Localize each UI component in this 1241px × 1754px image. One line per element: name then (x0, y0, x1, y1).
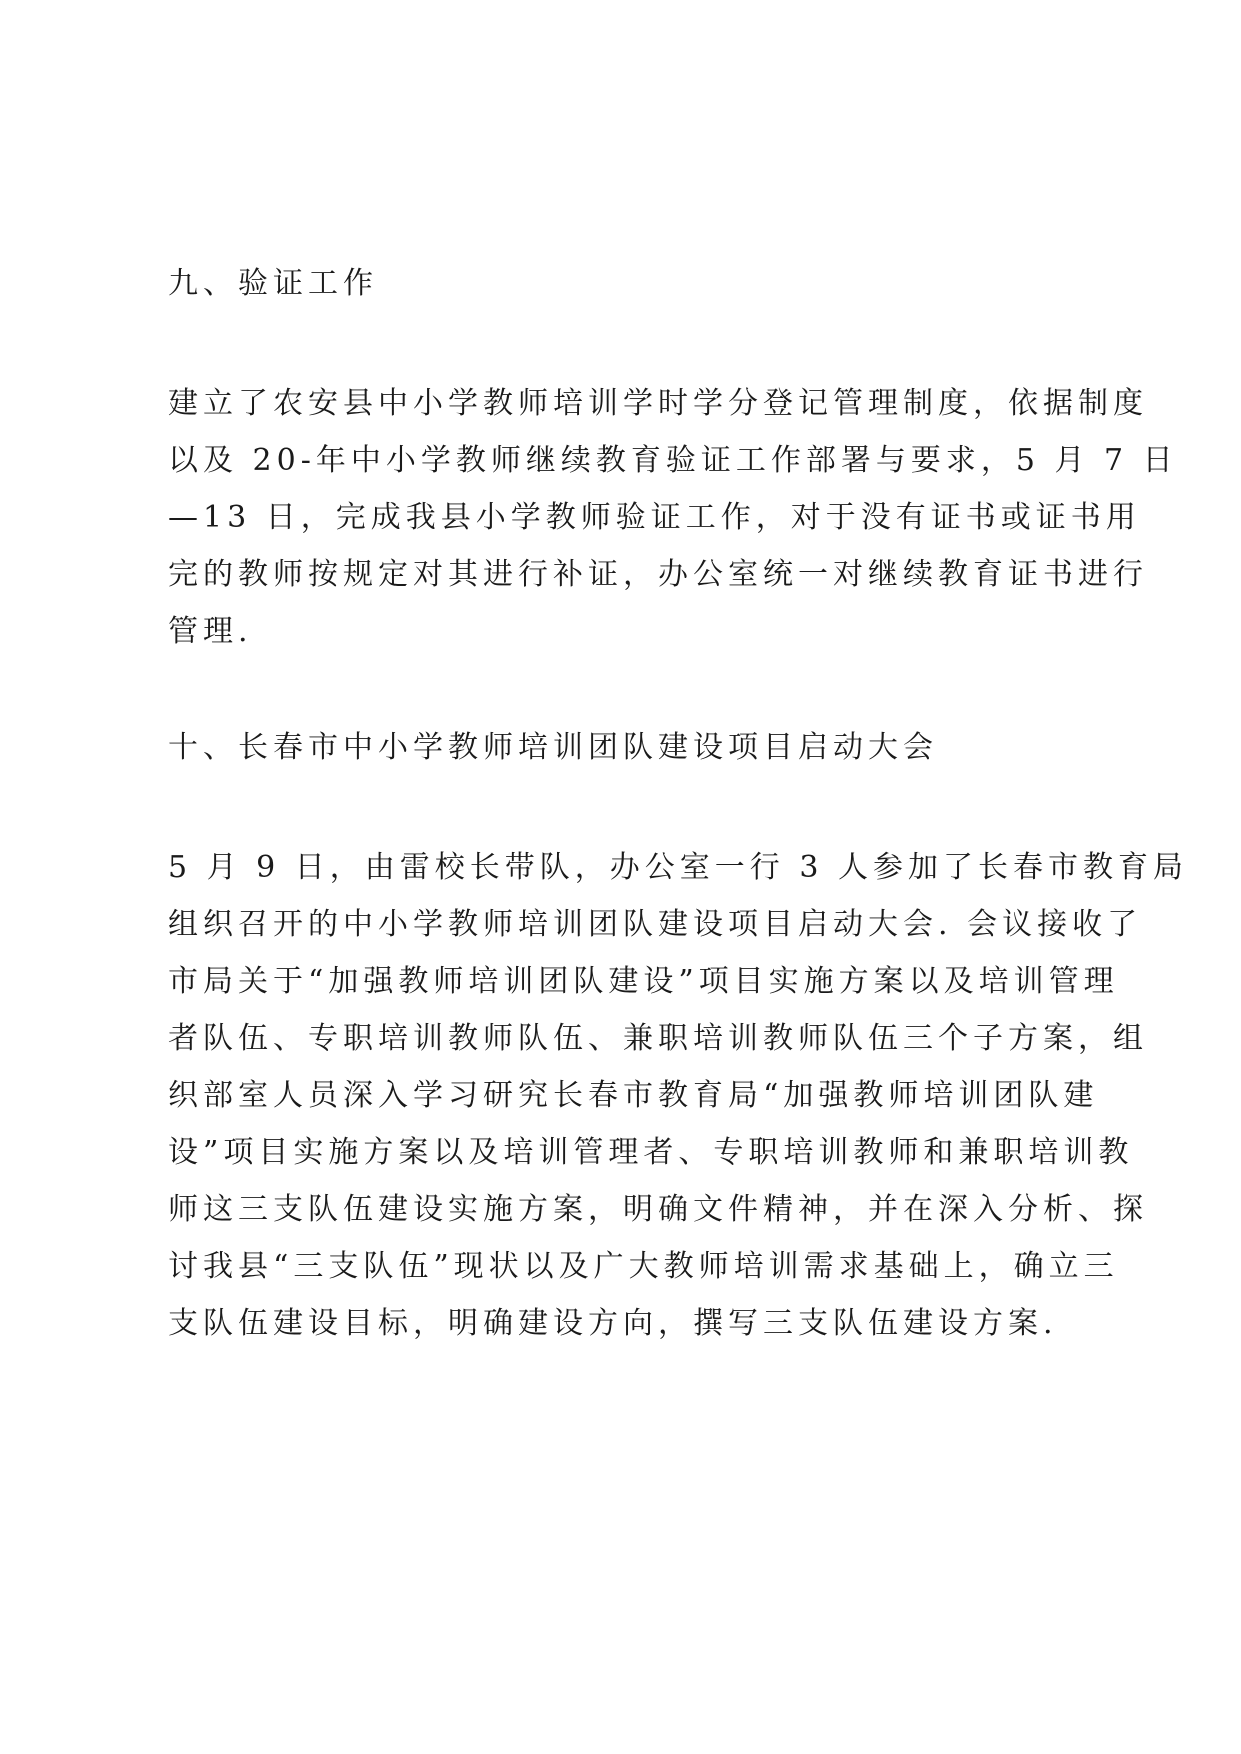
paragraph-line: 市局关于“加强教师培训团队建设”项目实施方案以及培训管理 (168, 964, 1119, 999)
paragraph-line: 讨我县“三支队伍”现状以及广大教师培训需求基础上，确立三 (168, 1249, 1119, 1284)
paragraph-line: 设”项目实施方案以及培训管理者、专职培训教师和兼职培训教 (168, 1135, 1134, 1170)
paragraph-line: 织部室人员深入学习研究长春市教育局“加强教师培训团队建 (168, 1078, 1099, 1113)
section-10-heading: 十、长春市中小学教师培训团队建设项目启动大会 (168, 730, 938, 765)
paragraph-line: 以及 20-年中小学教师继续教育验证工作部署与要求，5 月 7 日 (168, 443, 1178, 478)
paragraph-line: 师这三支队伍建设实施方案，明确文件精神，并在深入分析、探 (168, 1192, 1148, 1227)
paragraph-line: 建立了农安县中小学教师培训学时学分登记管理制度，依据制度 (168, 386, 1148, 421)
paragraph-line: 支队伍建设目标，明确建设方向，撰写三支队伍建设方案. (168, 1306, 1058, 1341)
paragraph-line: 5 月 9 日，由雷校长带队，办公室一行 3 人参加了长春市教育局 (168, 850, 1188, 885)
section-9-heading: 九、验证工作 (168, 266, 378, 301)
paragraph-line: 管理. (168, 614, 253, 649)
paragraph-line: 组织召开的中小学教师培训团队建设项目启动大会. 会议接收了 (168, 907, 1143, 942)
paragraph-line: 者队伍、专职培训教师队伍、兼职培训教师队伍三个子方案，组 (168, 1021, 1148, 1056)
paragraph-line: 完的教师按规定对其进行补证，办公室统一对继续教育证书进行 (168, 557, 1148, 592)
paragraph-line: —13 日，完成我县小学教师验证工作，对于没有证书或证书用 (168, 500, 1141, 535)
